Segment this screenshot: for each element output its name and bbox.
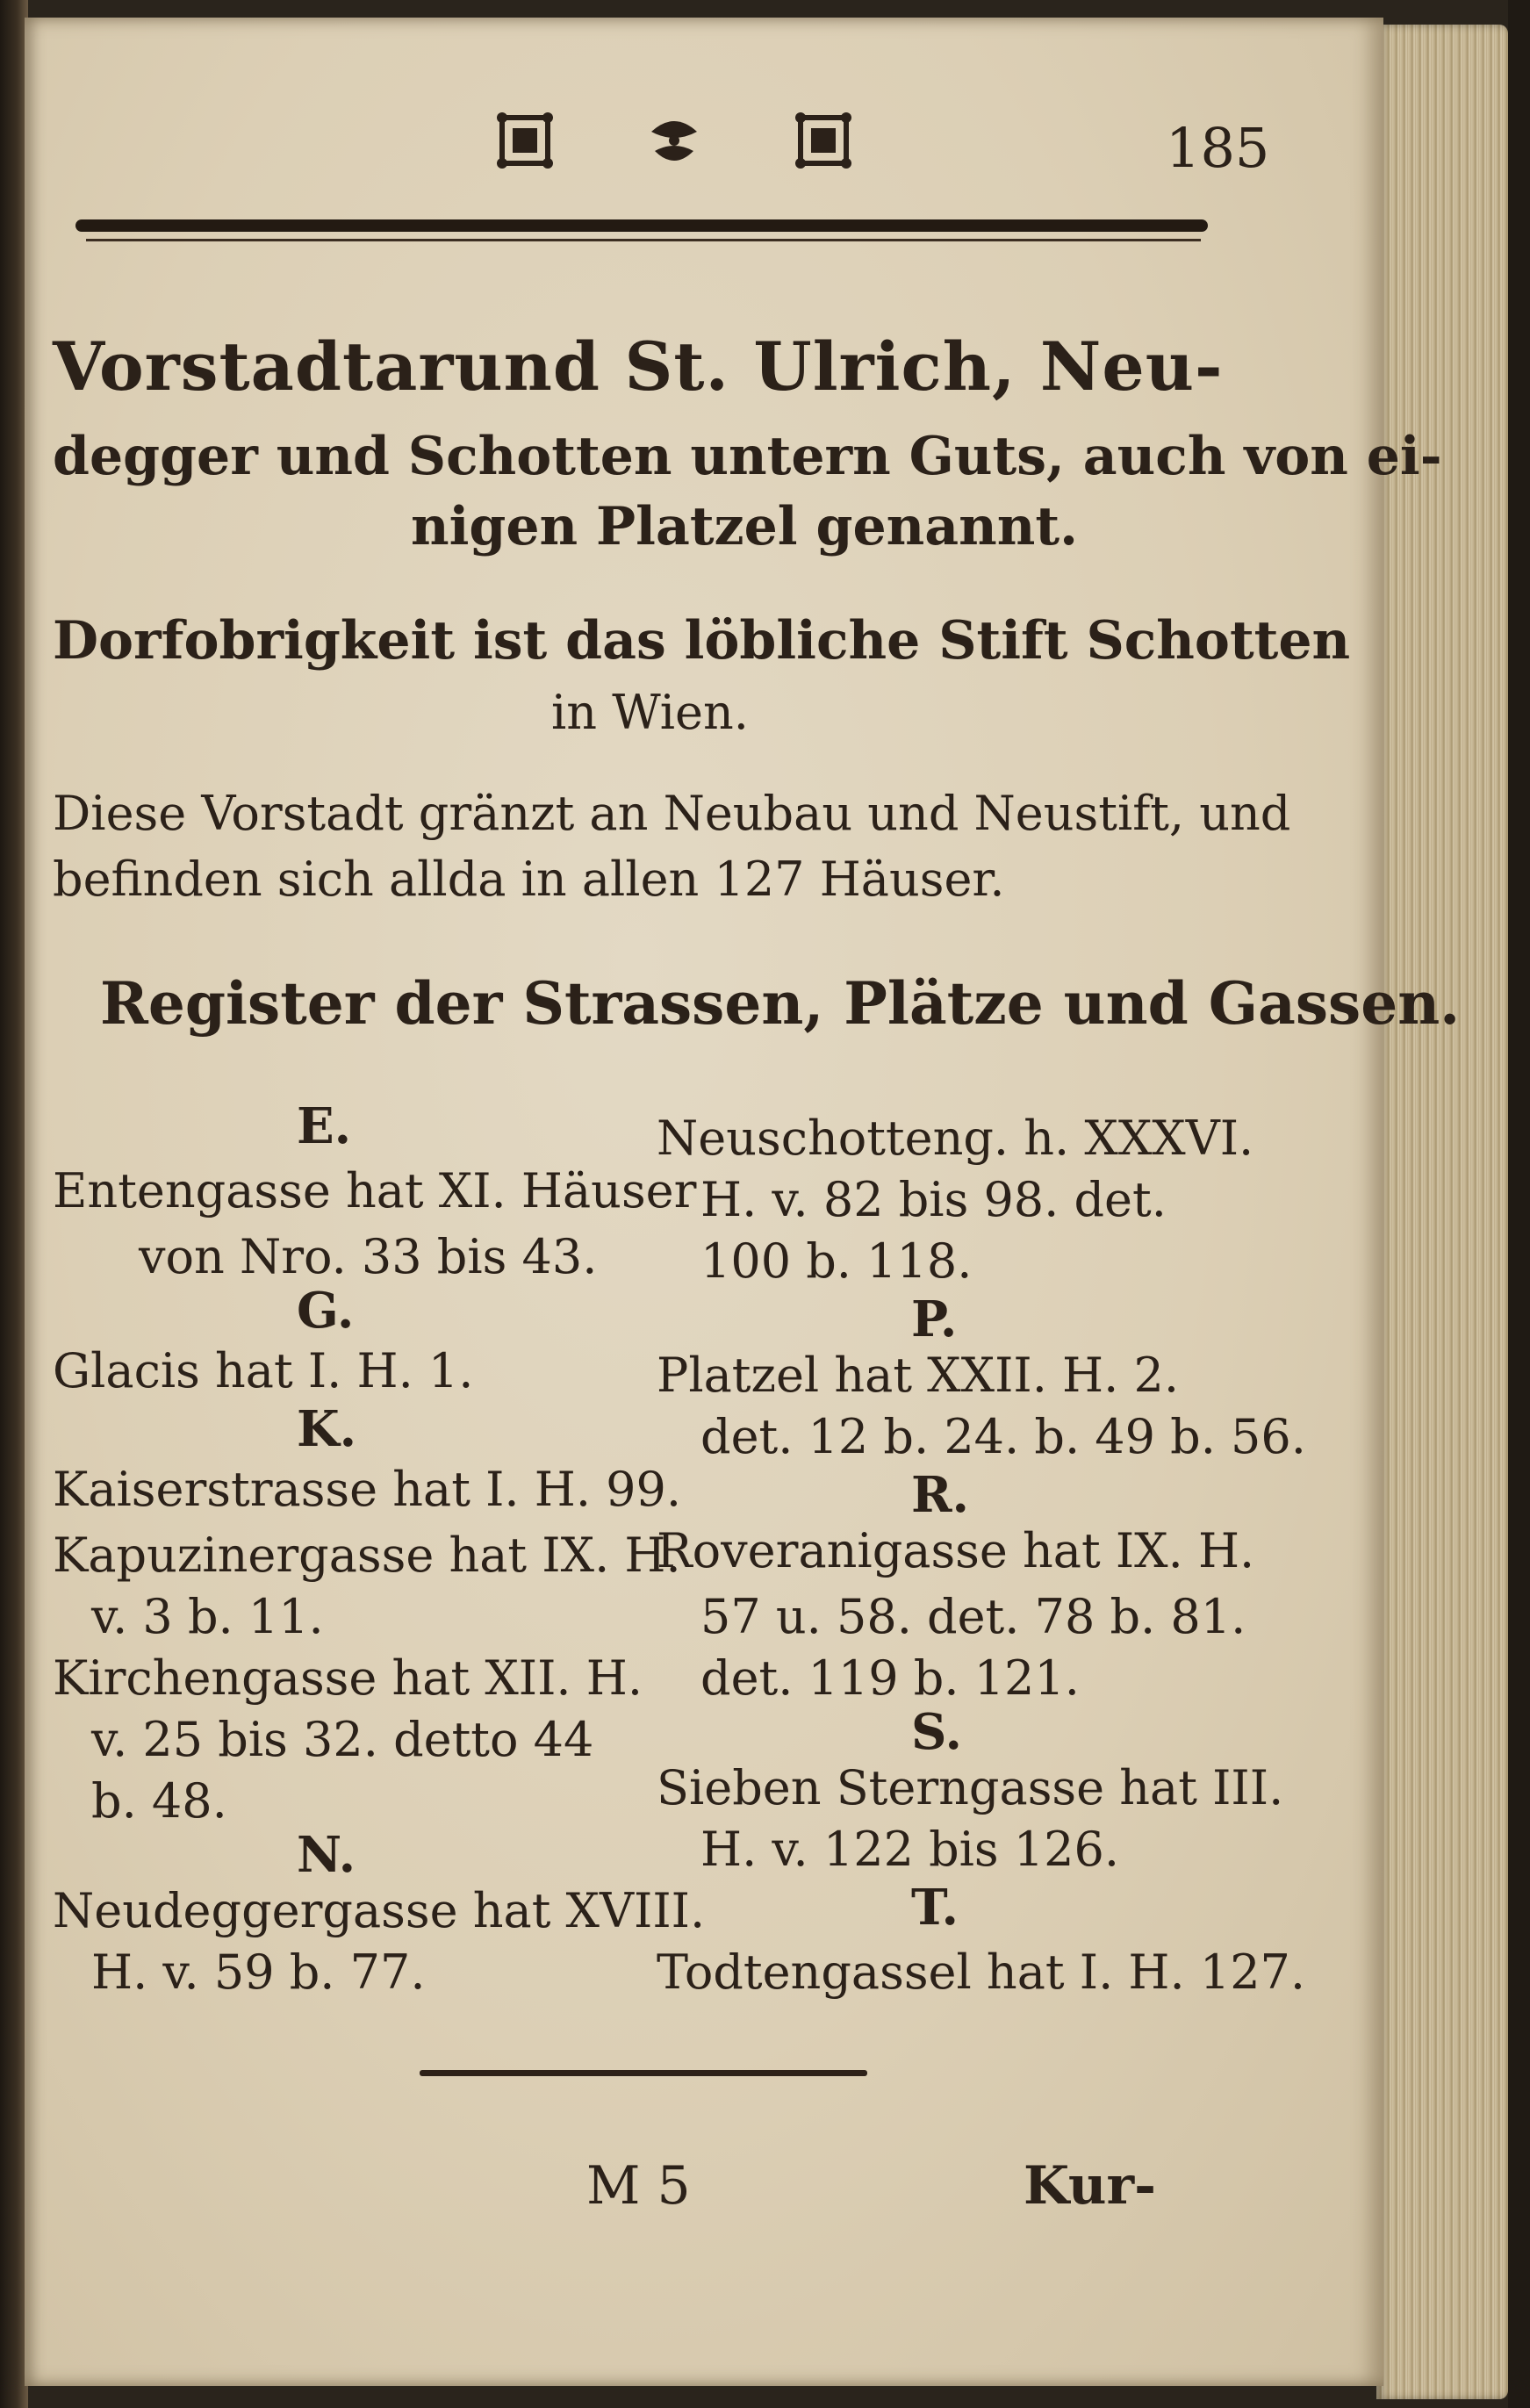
left-entry-line: v. 25 bis 32. detto 44 [91,1712,594,1767]
title-line-1: Vorstadtarund St. Ulrich, Neu- [53,327,1224,406]
left-letter-k: K. [297,1400,357,1458]
right-entry-line: det. 119 b. 121. [700,1650,1080,1706]
printer-ornament-icon [472,105,876,176]
right-letter-r: R. [911,1466,970,1524]
page-number: 185 [1166,116,1270,180]
right-entry-line: Neuschotteng. h. XXXVI. [657,1111,1254,1166]
right-entry-line: H. v. 122 bis 126. [700,1822,1120,1877]
right-entry-line: 100 b. 118. [700,1233,973,1289]
title-line-2: degger und Schotten untern Guts, auch von ei- [53,426,1442,487]
page-block-edges [1376,25,1508,2399]
left-entry-line: Entengasse hat XI. Häuser [53,1163,697,1218]
intro-line-1: Diese Vorstadt gränzt an Neubau und Neustift, und [53,786,1291,841]
left-entry-line: H. v. 59 b. 77. [91,1944,426,2000]
right-entry-line: Todtengassel hat I. H. 127. [657,1944,1306,2000]
left-entry-line: Kaiserstrasse hat I. H. 99. [53,1462,682,1517]
book-cover-edge [1508,0,1530,2408]
right-letter-p: P. [911,1290,958,1348]
left-entry-line: b. 48. [91,1773,227,1829]
right-entry-line: Platzel hat XXII. H. 2. [657,1348,1180,1403]
left-letter-g: G. [297,1282,355,1340]
intro-line-2: befinden sich allda in allen 127 Häuser. [53,852,1005,907]
left-entry-line: Kirchengasse hat XII. H. [53,1650,643,1706]
left-letter-n: N. [297,1826,356,1884]
bottom-rule [420,2070,867,2076]
top-rule [75,219,1208,232]
right-letter-s: S. [911,1703,962,1761]
left-entry-line: v. 3 b. 11. [91,1589,324,1644]
right-entry-line: 57 u. 58. det. 78 b. 81. [700,1589,1246,1644]
authority-line-2: in Wien. [551,685,749,740]
right-entry-line: det. 12 b. 24. b. 49 b. 56. [700,1409,1306,1464]
title-line-3: nigen Platzel genannt. [411,496,1078,557]
right-entry-line: H. v. 82 bis 98. det. [700,1172,1167,1227]
top-rule-thin [86,239,1201,241]
left-letter-e: E. [297,1097,352,1155]
left-entry-line: Neudeggergasse hat XVIII. [53,1883,706,1938]
authority-line-1: Dorfobrigkeit ist das löbliche Stift Schotten [53,610,1351,672]
printed-page [25,18,1461,2386]
left-entry-line: von Nro. 33 bis 43. [139,1229,598,1284]
signature-mark: M 5 [586,2155,691,2217]
right-entry-line: Sieben Sterngasse hat III. [657,1760,1284,1815]
register-heading: Register der Strassen, Plätze und Gassen. [100,969,1461,1038]
right-letter-t: T. [911,1879,959,1937]
left-entry-line: Glacis hat I. H. 1. [53,1343,474,1398]
right-entry-line: Roveranigasse hat IX. H. [657,1523,1255,1578]
catchword: Kur- [1024,2155,1156,2217]
left-entry-line: Kapuzinergasse hat IX. H. [53,1527,681,1583]
